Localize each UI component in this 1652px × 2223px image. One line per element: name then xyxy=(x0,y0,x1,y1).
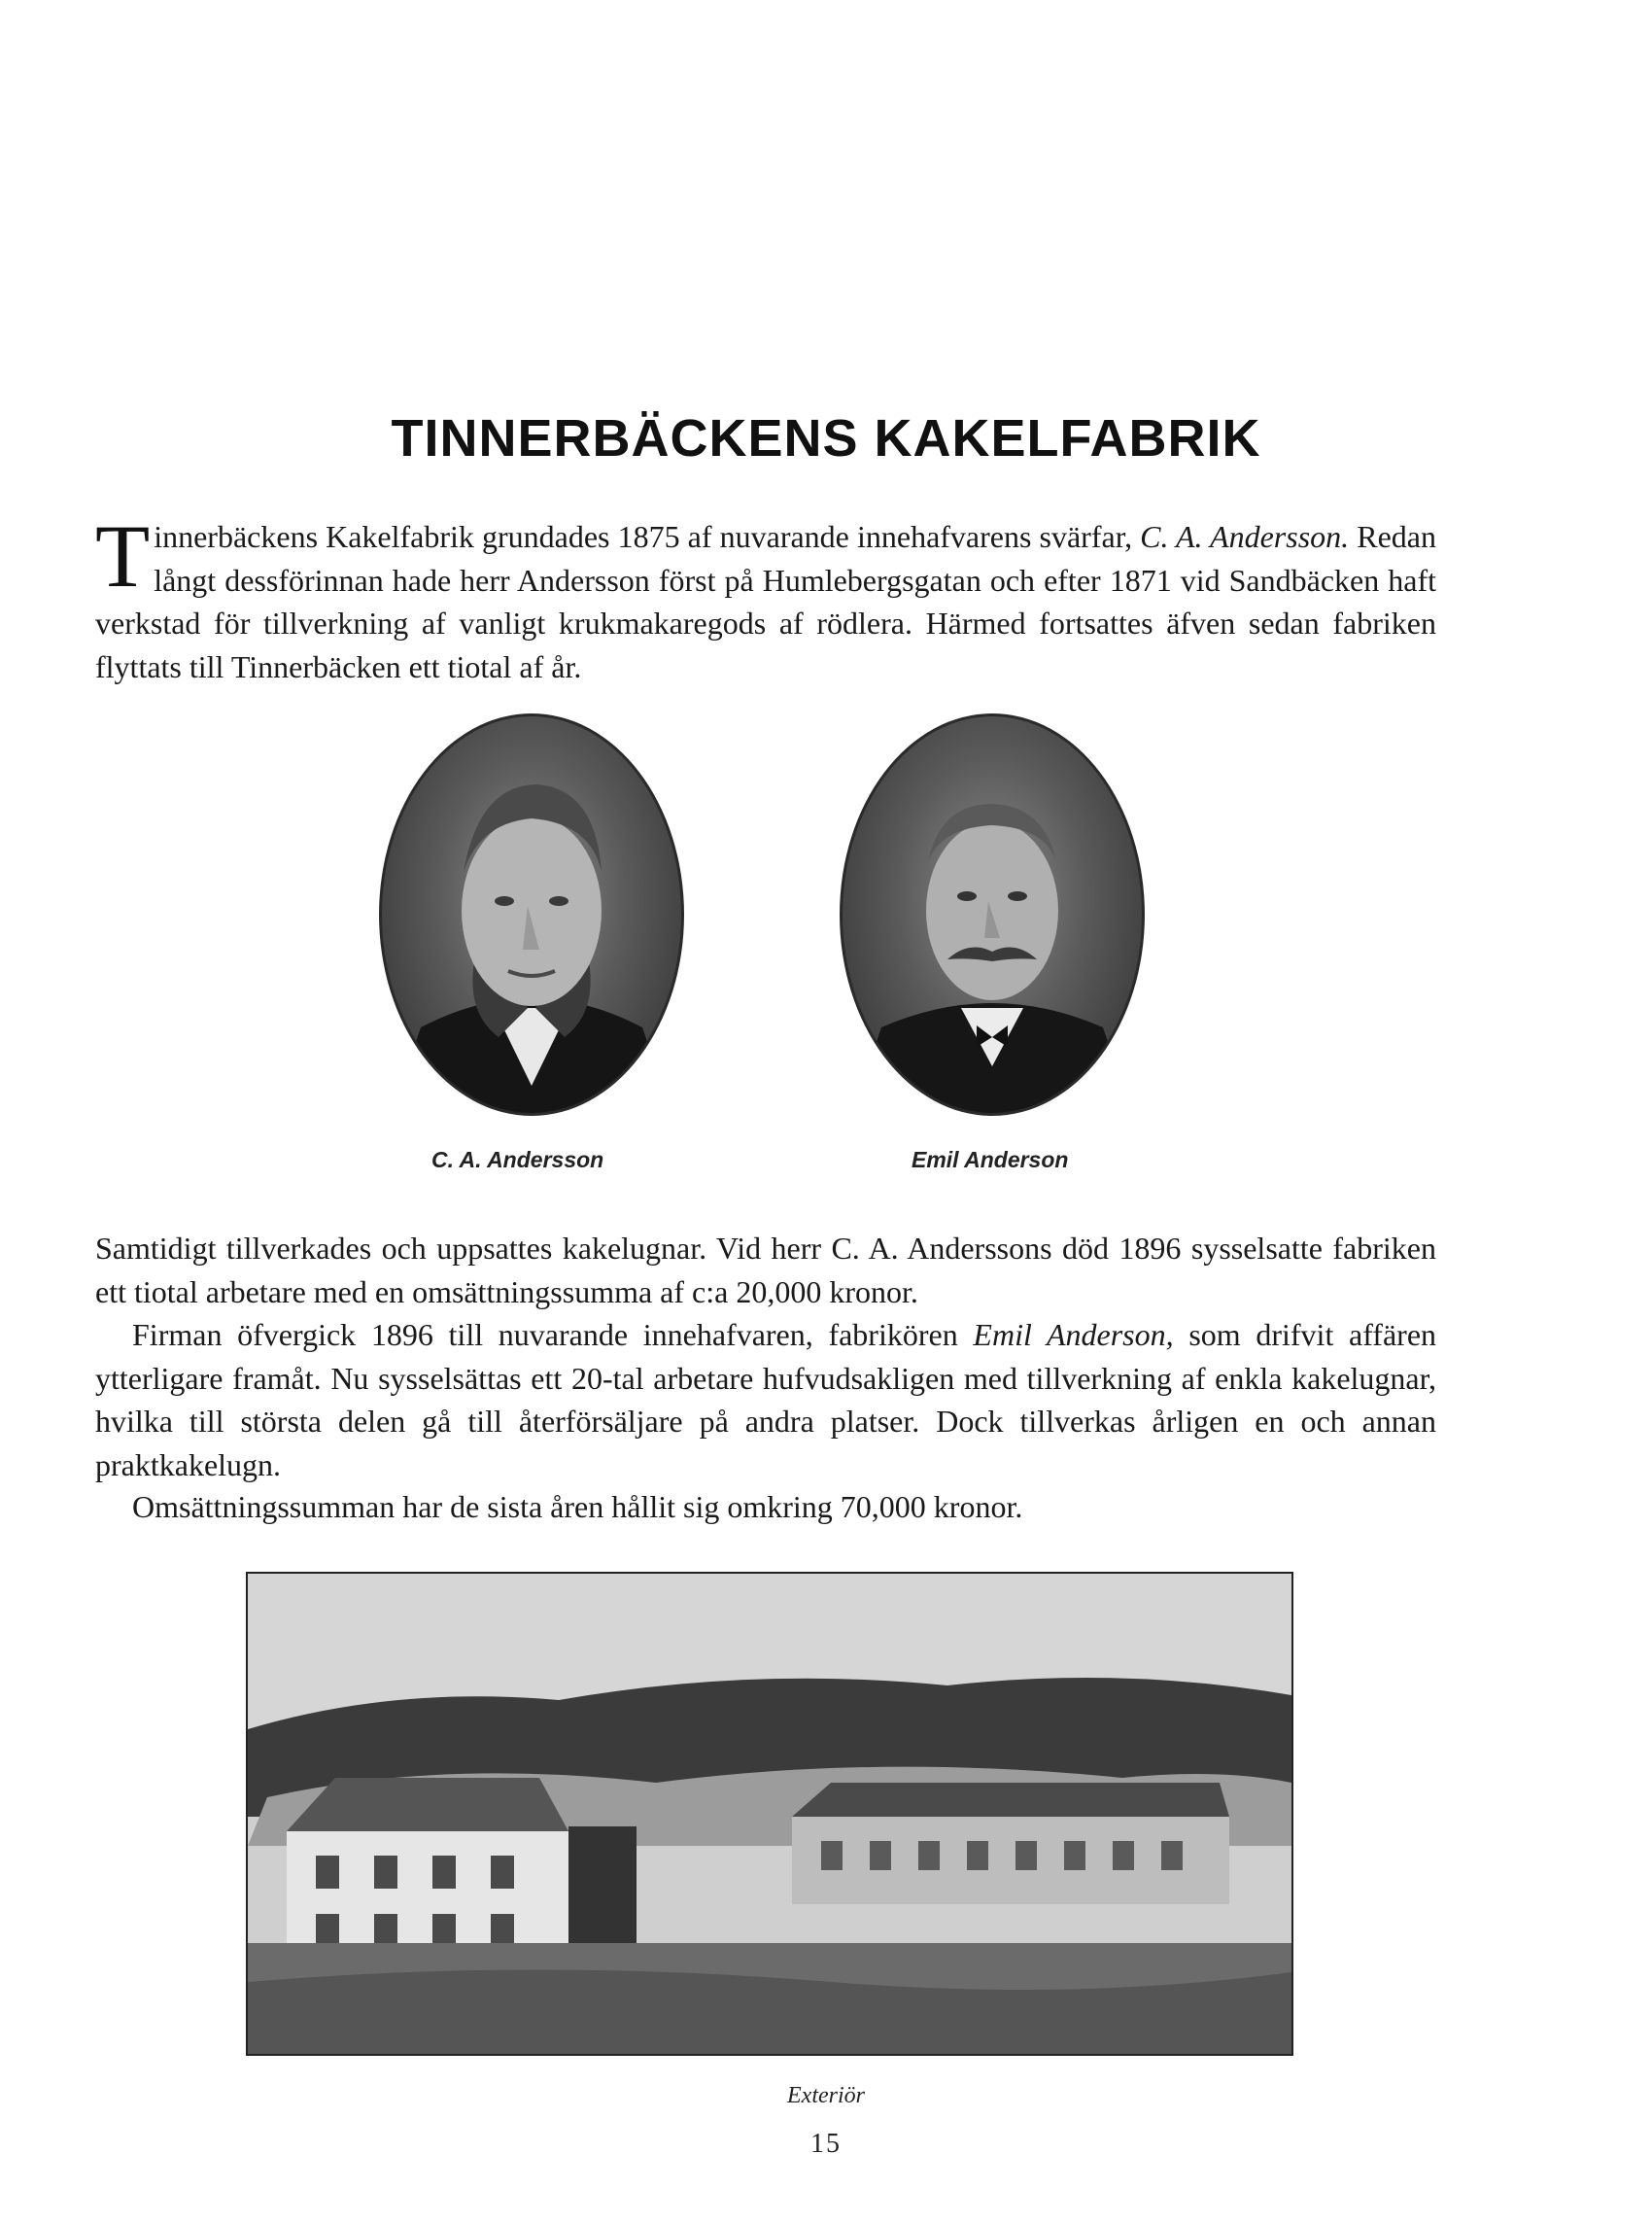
intro-text-before: innerbäckens Kakelfabrik grundades 1875 af nuvarande innehafvarens svärfar, xyxy=(154,519,1141,554)
intro-founder-name: C. A. Andersson. xyxy=(1140,519,1350,554)
portrait-emil-anderson xyxy=(840,713,1145,1116)
portrait-caption-emil-anderson: Emil Anderson xyxy=(912,1147,1069,1172)
paragraph-4: Omsättningssumman har de sista åren hållit sig omkring 70,000 kronor. xyxy=(132,1489,1023,1524)
portrait-ca-andersson xyxy=(379,713,684,1116)
page-number: 15 xyxy=(810,2129,842,2159)
paragraph-2: Samtidigt tillverkades och uppsattes kakelugnar. Vid herr C. A. Anderssons död 1896 sysselsatte fabriken ett tiotal arbetare med en omsättningssumma af c:a 20,000 kronor. xyxy=(95,1231,1436,1309)
intro-paragraph xyxy=(95,506,1437,688)
factory-exterior-photo xyxy=(246,1572,1293,2056)
paragraph-3 xyxy=(95,1313,1436,1486)
portrait-caption-ca-andersson: C. A. Andersson xyxy=(431,1147,604,1172)
paragraph-3-owner-name: Emil Anderson, xyxy=(973,1317,1174,1352)
drop-cap: T xyxy=(95,506,151,606)
paragraph-3-text-before: Firman öfvergick 1896 till nuvarande innehafvaren, fabrikören xyxy=(132,1317,974,1352)
paragraph-3-text-after: som drifvit affären ytterligare framåt. Nu sysselsättas ett 20-tal arbetare hufvudsakligen med tillverkning af enkla kakelugnar, hvilka till största delen gå till återförsäljare på andra platser. Dock tillverkas årligen en och annan praktkakelugn. xyxy=(95,1317,1437,1482)
intro-text-after: Redan långt dessförinnan hade herr Andersson först på Humlebergsgatan och efter 1871 vid Sandbäcken haft verkstad för tillverkning af vanligt krukmakaregods af rödlera. Härmed fortsattes äfven sedan fabriken flyttats till Tinnerbäcken ett tiotal af år. xyxy=(95,519,1437,684)
photo-caption: Exteriör xyxy=(787,2083,865,2108)
page-title: TINNERBÄCKENS KAKELFABRIK xyxy=(391,409,1261,468)
